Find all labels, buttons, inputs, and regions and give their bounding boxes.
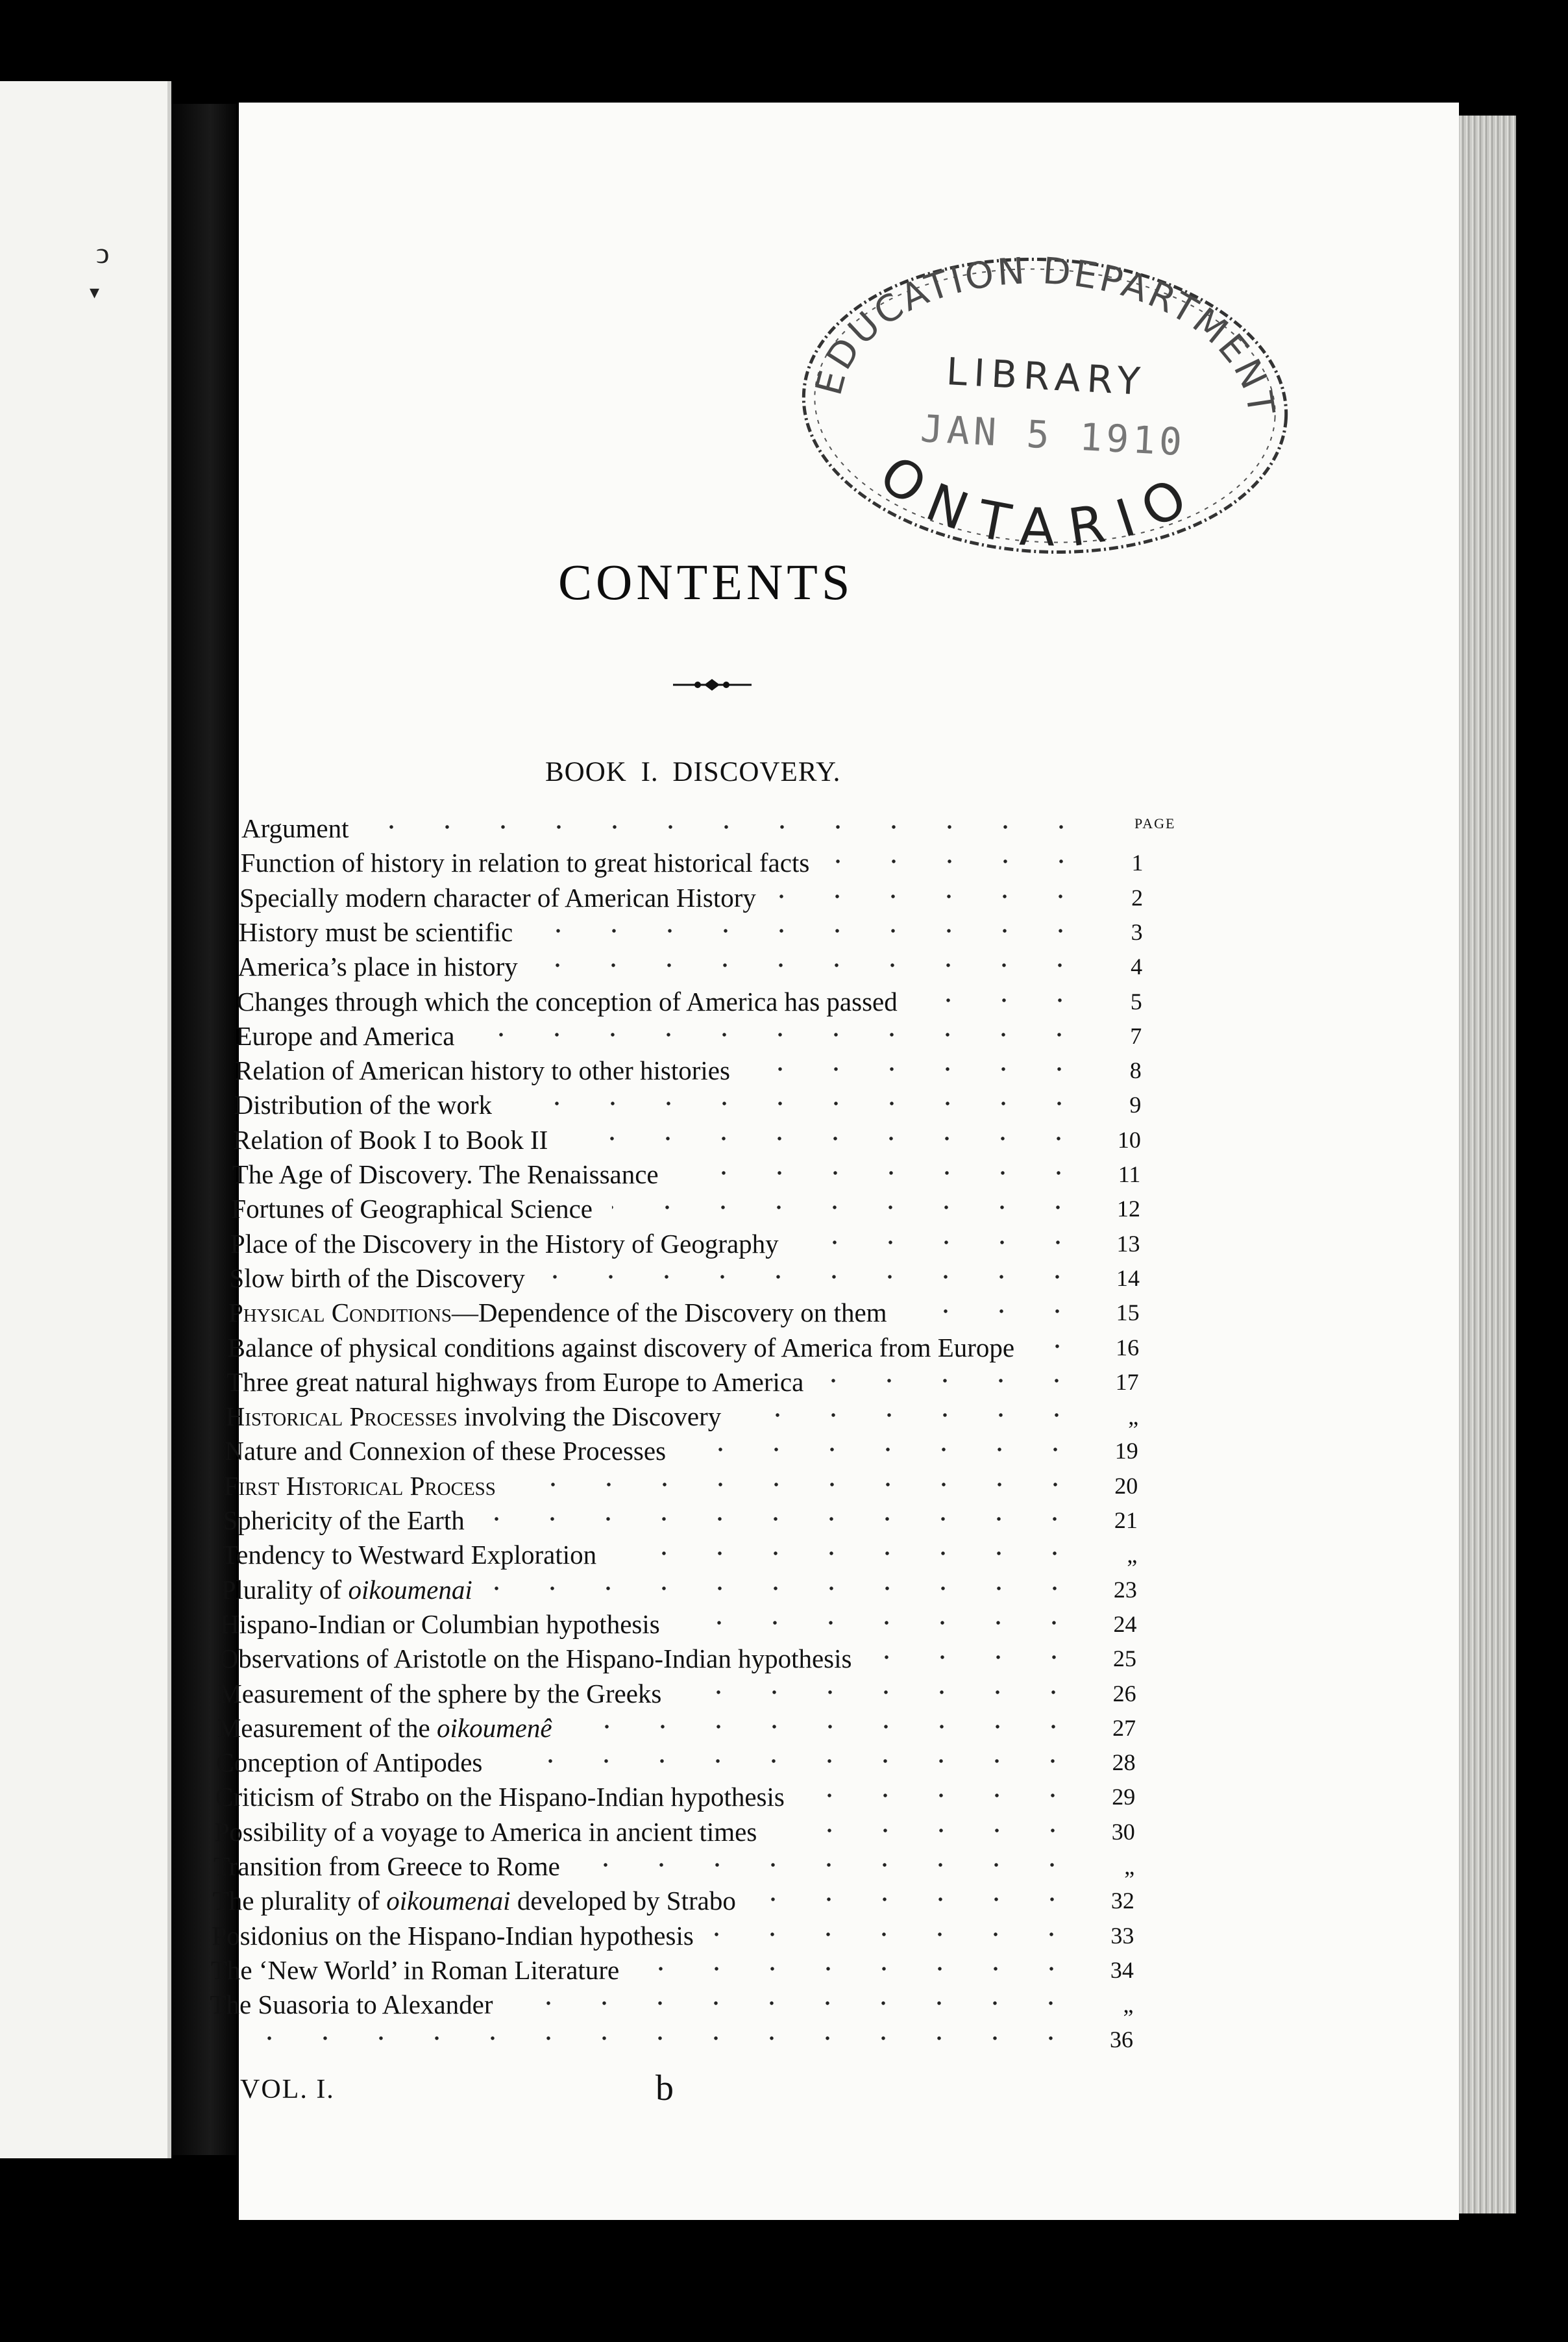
toc-leader-dots [1035,1340,1085,1353]
toc-leader-dots [502,1755,1081,1768]
toc-entry [218,1677,1136,1713]
toc-leader-dots [755,1893,1080,1906]
toc-entry-page: 20 [1114,1472,1138,1499]
toc-leader-dots [537,959,1088,972]
toc-entry-page: 17 [1115,1368,1139,1395]
toc-entry-title: Relation of American history to other histories [235,1055,730,1086]
toc-leader-dots [512,1997,1079,2010]
signature-mark: b [655,2068,674,2108]
toc-entry-page: 16 [1116,1334,1140,1361]
stamp-date: JAN 5 1910 [919,406,1187,465]
toc-entry [227,1365,1139,1401]
toc-entry-page: 26 [1112,1680,1136,1707]
toc-entry [214,1849,1134,1886]
toc-entry-title: Europe and America [236,1020,455,1051]
toc-entry [232,1157,1141,1194]
toc-leader-dots [616,1547,1083,1560]
toc-entry-page: 3 [1131,918,1143,945]
toc-leader-dots [804,1789,1081,1802]
toc-entry [225,1434,1138,1470]
page-column-label: PAGE [1134,815,1176,832]
toc-leader-dots [741,1409,1084,1422]
toc-entry-page: 11 [1118,1161,1141,1187]
toc-entry [239,915,1143,952]
toc-entry-page: 14 [1116,1264,1140,1291]
toc-entry-title: The ‘New World’ in Roman Literature [210,1954,620,1985]
pencil-mark: ͻ [96,236,110,269]
toc-leader-dots [907,1305,1085,1318]
toc-entry [217,1711,1136,1747]
toc-leader-dots [228,2032,1079,2045]
toc-entry [212,1919,1134,1955]
facing-page [0,81,171,2158]
toc-entry-title: Possibility of a voyage to America in ancient times [214,1816,757,1847]
toc-entry [219,1642,1136,1678]
toc-entry-page: „ [1128,1403,1139,1430]
toc-entry-title: Argument [241,813,349,843]
toc-entry [237,985,1142,1021]
volume-label: VOL. I. [240,2075,335,2104]
toc-leader-dots [639,1962,1079,1975]
toc-entry [239,881,1143,917]
toc-entry-page: 4 [1131,954,1143,980]
toc-entry-page: „ [1127,1542,1138,1568]
toc-entry [216,1745,1135,1782]
toc-leader-dots [369,820,1089,833]
toc-entry-title: Criticism of Strabo on the Hispano-Indian hypothesis [215,1782,785,1812]
toc-leader-dots [750,1063,1087,1076]
toc-leader-dots [484,1512,1083,1525]
stamp-bottom-text: ONTARIO [868,443,1212,559]
toc-leader-dots [713,1928,1079,1941]
toc-leader-dots [474,1028,1087,1041]
toc-entry-page: 33 [1110,1922,1134,1949]
toc-entry-page: 7 [1130,1022,1142,1049]
toc-entry-title: Balance of physical conditions against discovery of America from Europe [227,1332,1015,1362]
toc-leader-dots [680,1616,1082,1629]
toc-leader-dots [612,1201,1086,1214]
toc-entry [222,1538,1137,1574]
toc-leader-dots [532,924,1088,937]
toc-entry-title: Changes through which the conception of America has passed [236,986,898,1017]
toc-entry-title: Physical Conditions—Dependence of the Discovery on them [228,1298,887,1328]
toc-entry-title: Observations of Aristotle on the Hispano-Indian hypothesis [219,1644,852,1674]
toc-entry [223,1503,1137,1540]
toc-leader-dots [872,1651,1082,1664]
toc-entry-title: The Age of Discovery. The Renaissance [232,1159,659,1189]
toc-entry-page: 30 [1111,1818,1135,1845]
library-stamp [787,237,1303,574]
toc-entry-page: 10 [1117,1126,1141,1153]
title-ornament [672,676,753,693]
toc-leader-dots [823,1374,1084,1387]
toc-entry-title: The Suasoria to Alexander [210,1990,493,2020]
toc-leader-dots [580,1858,1080,1871]
toc-leader-dots [511,1097,1087,1110]
toc-entry-title: Nature and Connexion of these Processes [225,1436,667,1466]
toc-entry-page: 8 [1129,1057,1142,1084]
toc-entry-page: 27 [1112,1714,1136,1741]
toc-entry-title: Distribution of the work [234,1090,492,1120]
toc-entry [221,1573,1137,1609]
toc-entry-page: 19 [1114,1438,1138,1464]
toc-entry-page: 2 [1131,884,1144,911]
toc-entry-title: The plurality of oikoumenai developed by Strabo [212,1886,736,1916]
toc-entry-page: 21 [1114,1507,1138,1533]
stamp-graphic [787,237,1303,574]
toc-entry-page: 5 [1130,988,1142,1015]
toc-entry [231,1192,1140,1228]
toc-entry-title: Relation of Book I to Book II [233,1124,548,1155]
toc-leader-dots [572,1720,1081,1733]
toc-entry-title: Sphericity of the Earth [223,1505,465,1535]
toc-entry [241,811,1144,848]
toc-entry [224,1469,1138,1505]
toc-entry [238,950,1142,986]
toc-entry-page: 13 [1116,1230,1140,1257]
toc-entry [226,1399,1139,1436]
toc-leader-dots [776,890,1088,903]
toc-entry-title: Historical Processes involving the Discovery [225,1401,722,1432]
toc-entry-title: America’s place in history [238,952,518,982]
toc-leader-dots [798,1236,1086,1249]
toc-entry-page: 34 [1110,1956,1134,1983]
toc-entry [211,1953,1134,1990]
toc-entry-page: „ [1124,1853,1135,1879]
toc-leader-dots [567,1132,1086,1145]
toc-entry [209,2023,1133,2059]
toc-entry [213,1884,1134,1920]
toc-entry-page: 25 [1113,1646,1137,1672]
stamp-library-text: LIBRARY [945,349,1148,404]
book-heading: BOOK I. DISCOVERY. [545,757,841,787]
toc-entry [228,1331,1140,1367]
toc-entry-title: Transition from Greece to Rome [214,1851,560,1881]
toc-entry-title: First Historical Process [223,1470,496,1501]
toc-leader-dots [829,855,1089,868]
page-title: CONTENTS [558,554,854,610]
toc-entry-page: 9 [1129,1092,1142,1118]
toc-entry-title: Place of the Discovery in the History of Geography [230,1228,779,1259]
page-edges [1459,116,1516,2213]
toc-entry [215,1780,1135,1816]
toc-entry-title: Plurality of oikoumenai [221,1574,472,1605]
toc-entry-page: 15 [1116,1300,1140,1326]
toc-entry-title: History must be scientific [238,917,513,947]
toc-entry [233,1123,1141,1159]
toc-entry-title: Posidonius on the Hispano-Indian hypothesis [212,1920,694,1951]
toc-entry-page: 36 [1110,2026,1133,2052]
toc-entry-title: Function of history in relation to great historical facts [240,848,810,878]
toc-entry-title: Slow birth of the Discovery [229,1263,525,1293]
toc-entry [210,1988,1133,2024]
toc-leader-dots [492,1582,1083,1595]
toc-entry [228,1296,1140,1332]
toc-entry-title: Three great natural highways from Europe to America [227,1366,804,1397]
toc-entry-title: Measurement of the oikoumenê [217,1712,552,1743]
toc-entry [241,846,1144,882]
toc-leader-dots [917,994,1088,1007]
pencil-tick: ▾ [90,282,100,303]
toc-leader-dots [777,1824,1081,1837]
toc-entry [234,1088,1142,1124]
toc-entry-page: 29 [1112,1784,1136,1810]
toc-entry-page: 24 [1113,1610,1137,1637]
toc-entry [236,1019,1142,1055]
stamp-top-text: EDUCATION DEPARTMENT [807,250,1283,420]
toc-entry-page: 32 [1110,1888,1134,1914]
toc-entry-title: Tendency to Westward Exploration [222,1540,597,1570]
toc-entry-title: Fortunes of Geographical Science [231,1194,593,1224]
toc-entry [230,1227,1140,1263]
toc-entry-page: „ [1123,1991,1134,2018]
toc-leader-dots [515,1478,1083,1491]
toc-leader-dots [544,1270,1085,1283]
toc-entry-title: Conception of Antipodes [216,1747,483,1778]
toc-entry-page: 23 [1113,1576,1137,1603]
toc-entry-title: Hispano-Indian or Columbian hypothesis [220,1609,660,1639]
toc-entry-page: 28 [1112,1749,1136,1776]
toc-entry [229,1261,1140,1298]
toc-entry-page: 1 [1131,850,1144,876]
toc-entry-title: Measurement of the sphere by the Greeks [218,1678,662,1708]
toc-entry [220,1607,1136,1644]
toc-leader-dots [681,1686,1081,1699]
toc-entry-page: 12 [1116,1196,1140,1222]
toc-entry [215,1815,1135,1851]
toc-leader-dots [685,1443,1083,1456]
toc-entry-title: Specially modern character of American History [239,882,756,913]
toc-entry [235,1054,1142,1090]
toc-leader-dots [678,1166,1086,1179]
